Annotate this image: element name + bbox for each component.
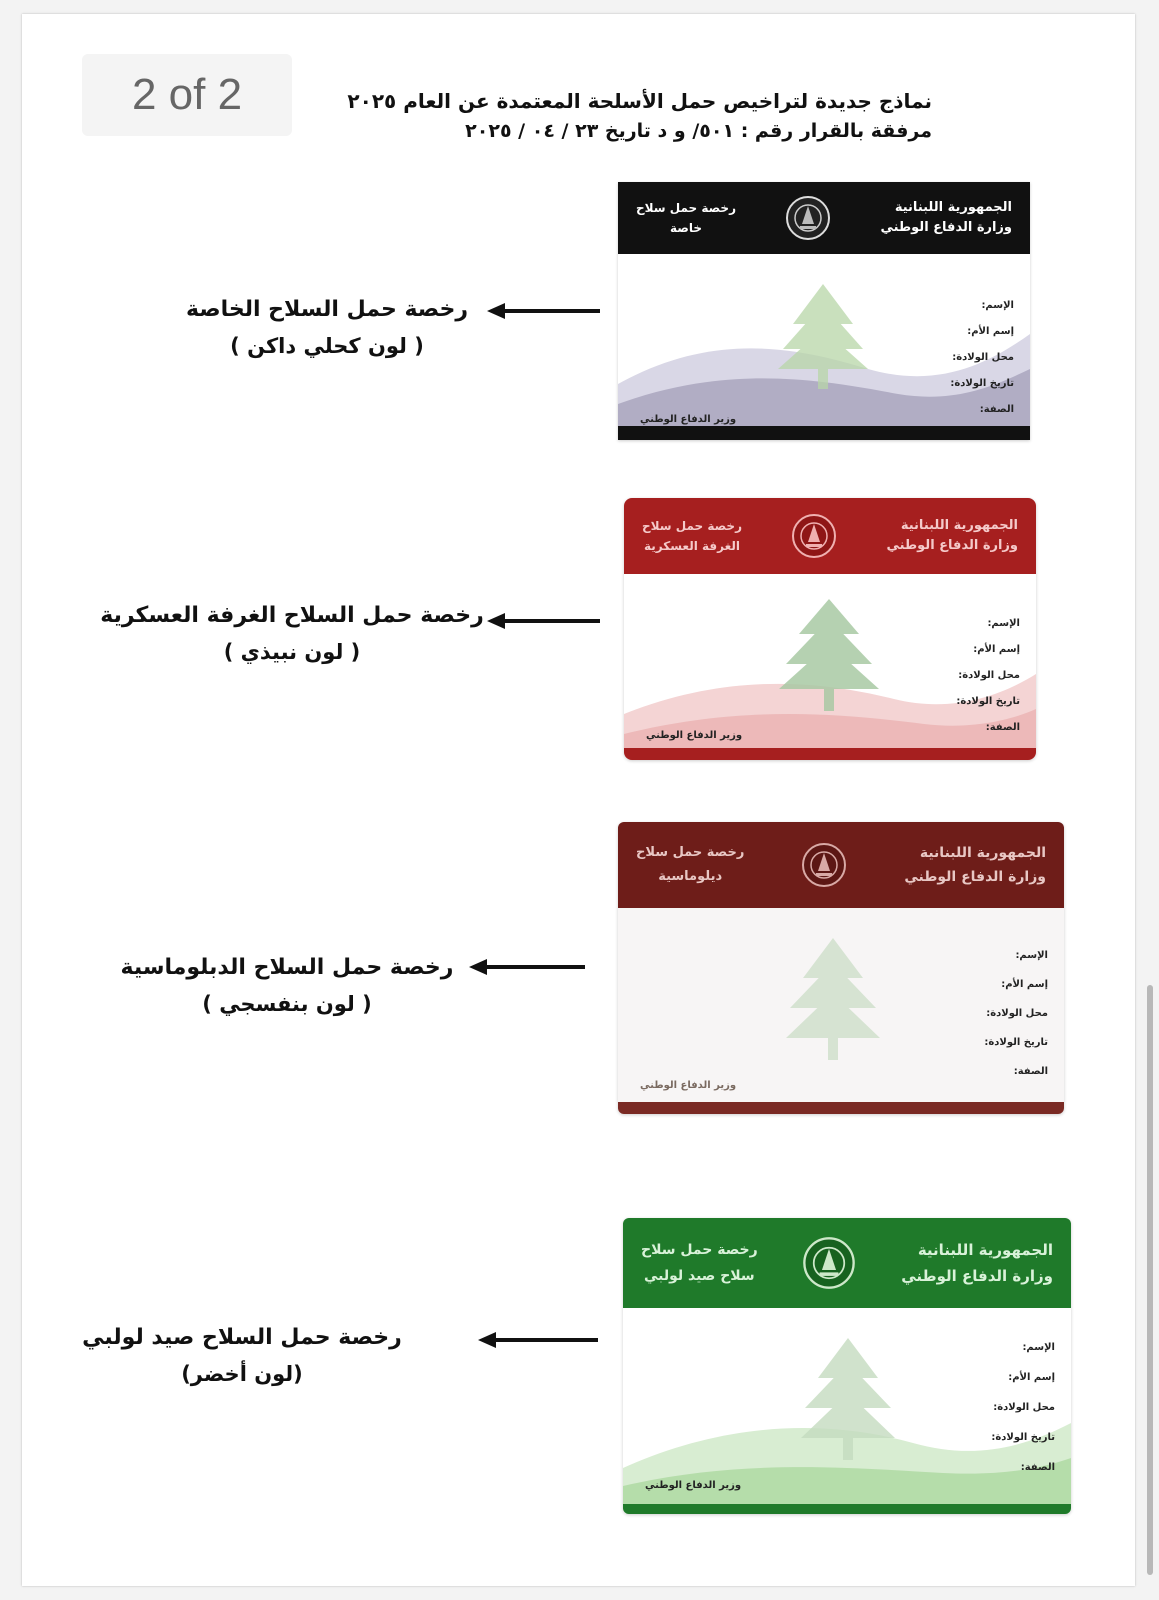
card-license-prefix: رخصة حمل سلاح [636, 845, 745, 860]
scrollbar-thumb[interactable] [1147, 985, 1153, 1575]
card-ministry-text [886, 516, 1018, 556]
card-republic: الجمهورية اللبنانية [919, 845, 1046, 861]
card-header [623, 1218, 1071, 1308]
card-license-text [636, 198, 736, 238]
field-title: الصفة: [985, 722, 1020, 733]
card-bottom-strip [618, 426, 1030, 440]
card-fields [956, 618, 1020, 748]
card-ministry-text [901, 1237, 1053, 1289]
license-label-private [172, 292, 482, 364]
license-card-diplomatic [618, 822, 1064, 1114]
card-minister: وزير الدفاع الوطني [640, 414, 737, 425]
card-minister: وزير الدفاع الوطني [645, 1480, 742, 1491]
army-seal-icon [791, 513, 837, 559]
card-republic: الجمهورية اللبنانية [900, 518, 1018, 533]
field-birth-place: محل الولادة: [993, 1402, 1055, 1413]
license-label-hunting [72, 1320, 412, 1392]
card-license-text [642, 516, 742, 556]
field-title: الصفة: [1020, 1462, 1055, 1473]
license-color-note: ( لون بنفسجي ) [202, 992, 372, 1016]
arrow-left-icon [469, 957, 587, 977]
title-line-1: نماذج جديدة لتراخيص حمل الأسلحة المعتمدة عن العام ٢٠٢٥ [347, 89, 932, 113]
card-license-type: الغرفة العسكرية [643, 539, 740, 553]
field-mother-name: إسم الأم: [1008, 1372, 1055, 1383]
license-name: رخصة حمل السلاح الغرفة العسكرية [100, 603, 484, 628]
card-header [618, 182, 1030, 254]
card-republic: الجمهورية اللبنانية [894, 200, 1012, 215]
card-minister: وزير الدفاع الوطني [646, 730, 743, 741]
card-license-type: ديلوماسية [658, 869, 723, 884]
license-card-private [618, 182, 1030, 440]
license-card-hunting [623, 1218, 1071, 1514]
field-birth-date: تاريخ الولادة: [956, 696, 1020, 707]
field-birth-place: محل الولادة: [986, 1008, 1048, 1019]
card-fields [984, 950, 1048, 1095]
field-mother-name: إسم الأم: [1001, 979, 1048, 990]
card-bottom-strip [623, 1504, 1071, 1514]
card-license-prefix: رخصة حمل سلاح [641, 1242, 758, 1258]
license-name: رخصة حمل السلاح الدبلوماسية [120, 955, 454, 980]
field-mother-name: إسم الأم: [973, 644, 1020, 655]
page-counter: 2 of 2 [82, 54, 292, 136]
card-republic: الجمهورية اللبنانية [917, 1241, 1053, 1259]
arrow-left-icon [487, 611, 602, 631]
card-ministry-text [904, 841, 1046, 889]
document-page [22, 14, 1135, 1586]
document-title [322, 86, 932, 146]
card-ministry: وزارة الدفاع الوطني [904, 869, 1046, 885]
field-birth-date: تاريخ الولادة: [984, 1037, 1048, 1048]
card-license-text [636, 841, 744, 889]
license-color-note: ( لون كحلي داكن ) [230, 334, 424, 358]
army-seal-icon [785, 195, 831, 241]
card-minister: وزير الدفاع الوطني [640, 1080, 737, 1091]
license-color-note: (لون أخضر) [181, 1362, 303, 1386]
card-license-type: خاصة [669, 221, 702, 235]
card-ministry: وزارة الدفاع الوطني [886, 538, 1018, 553]
license-color-note: ( لون نبيذي ) [223, 640, 361, 664]
card-header [618, 822, 1064, 908]
arrow-left-icon [487, 301, 602, 321]
card-ministry-text [880, 198, 1012, 238]
field-birth-date: تاريخ الولادة: [950, 378, 1014, 389]
card-fields [950, 300, 1014, 430]
card-license-text [641, 1237, 758, 1289]
army-seal-icon [802, 1236, 856, 1290]
card-fields [991, 1342, 1055, 1492]
license-label-diplomatic [117, 950, 457, 1022]
card-ministry: وزارة الدفاع الوطني [901, 1267, 1053, 1285]
card-license-prefix: رخصة حمل سلاح [636, 201, 736, 215]
field-birth-date: تاريخ الولادة: [991, 1432, 1055, 1443]
title-line-2: مرفقة بالقرار رقم : ٥٠١/ و د تاريخ ٢٣ / ٠٤ / ٢٠٢٥ [465, 120, 932, 142]
license-card-military [624, 498, 1036, 760]
field-name: الإسم: [1015, 950, 1048, 961]
field-title: الصفة: [1013, 1066, 1048, 1077]
card-header [624, 498, 1036, 574]
field-birth-place: محل الولادة: [958, 670, 1020, 681]
card-license-type: سلاح صيد لولبي [643, 1268, 755, 1284]
field-birth-place: محل الولادة: [952, 352, 1014, 363]
card-license-prefix: رخصة حمل سلاح [642, 519, 742, 533]
license-name: رخصة حمل السلاح صيد لولبي [82, 1325, 402, 1350]
field-title: الصفة: [979, 404, 1014, 415]
field-mother-name: إسم الأم: [967, 326, 1014, 337]
license-name: رخصة حمل السلاح الخاصة [185, 297, 469, 322]
arrow-left-icon [478, 1330, 600, 1350]
field-name: الإسم: [987, 618, 1020, 629]
license-label-military [92, 598, 492, 670]
card-bottom-strip [618, 1102, 1064, 1114]
card-bottom-strip [624, 748, 1036, 760]
field-name: الإسم: [1022, 1342, 1055, 1353]
card-ministry: وزارة الدفاع الوطني [880, 220, 1012, 235]
field-name: الإسم: [981, 300, 1014, 311]
army-seal-icon [801, 842, 847, 888]
